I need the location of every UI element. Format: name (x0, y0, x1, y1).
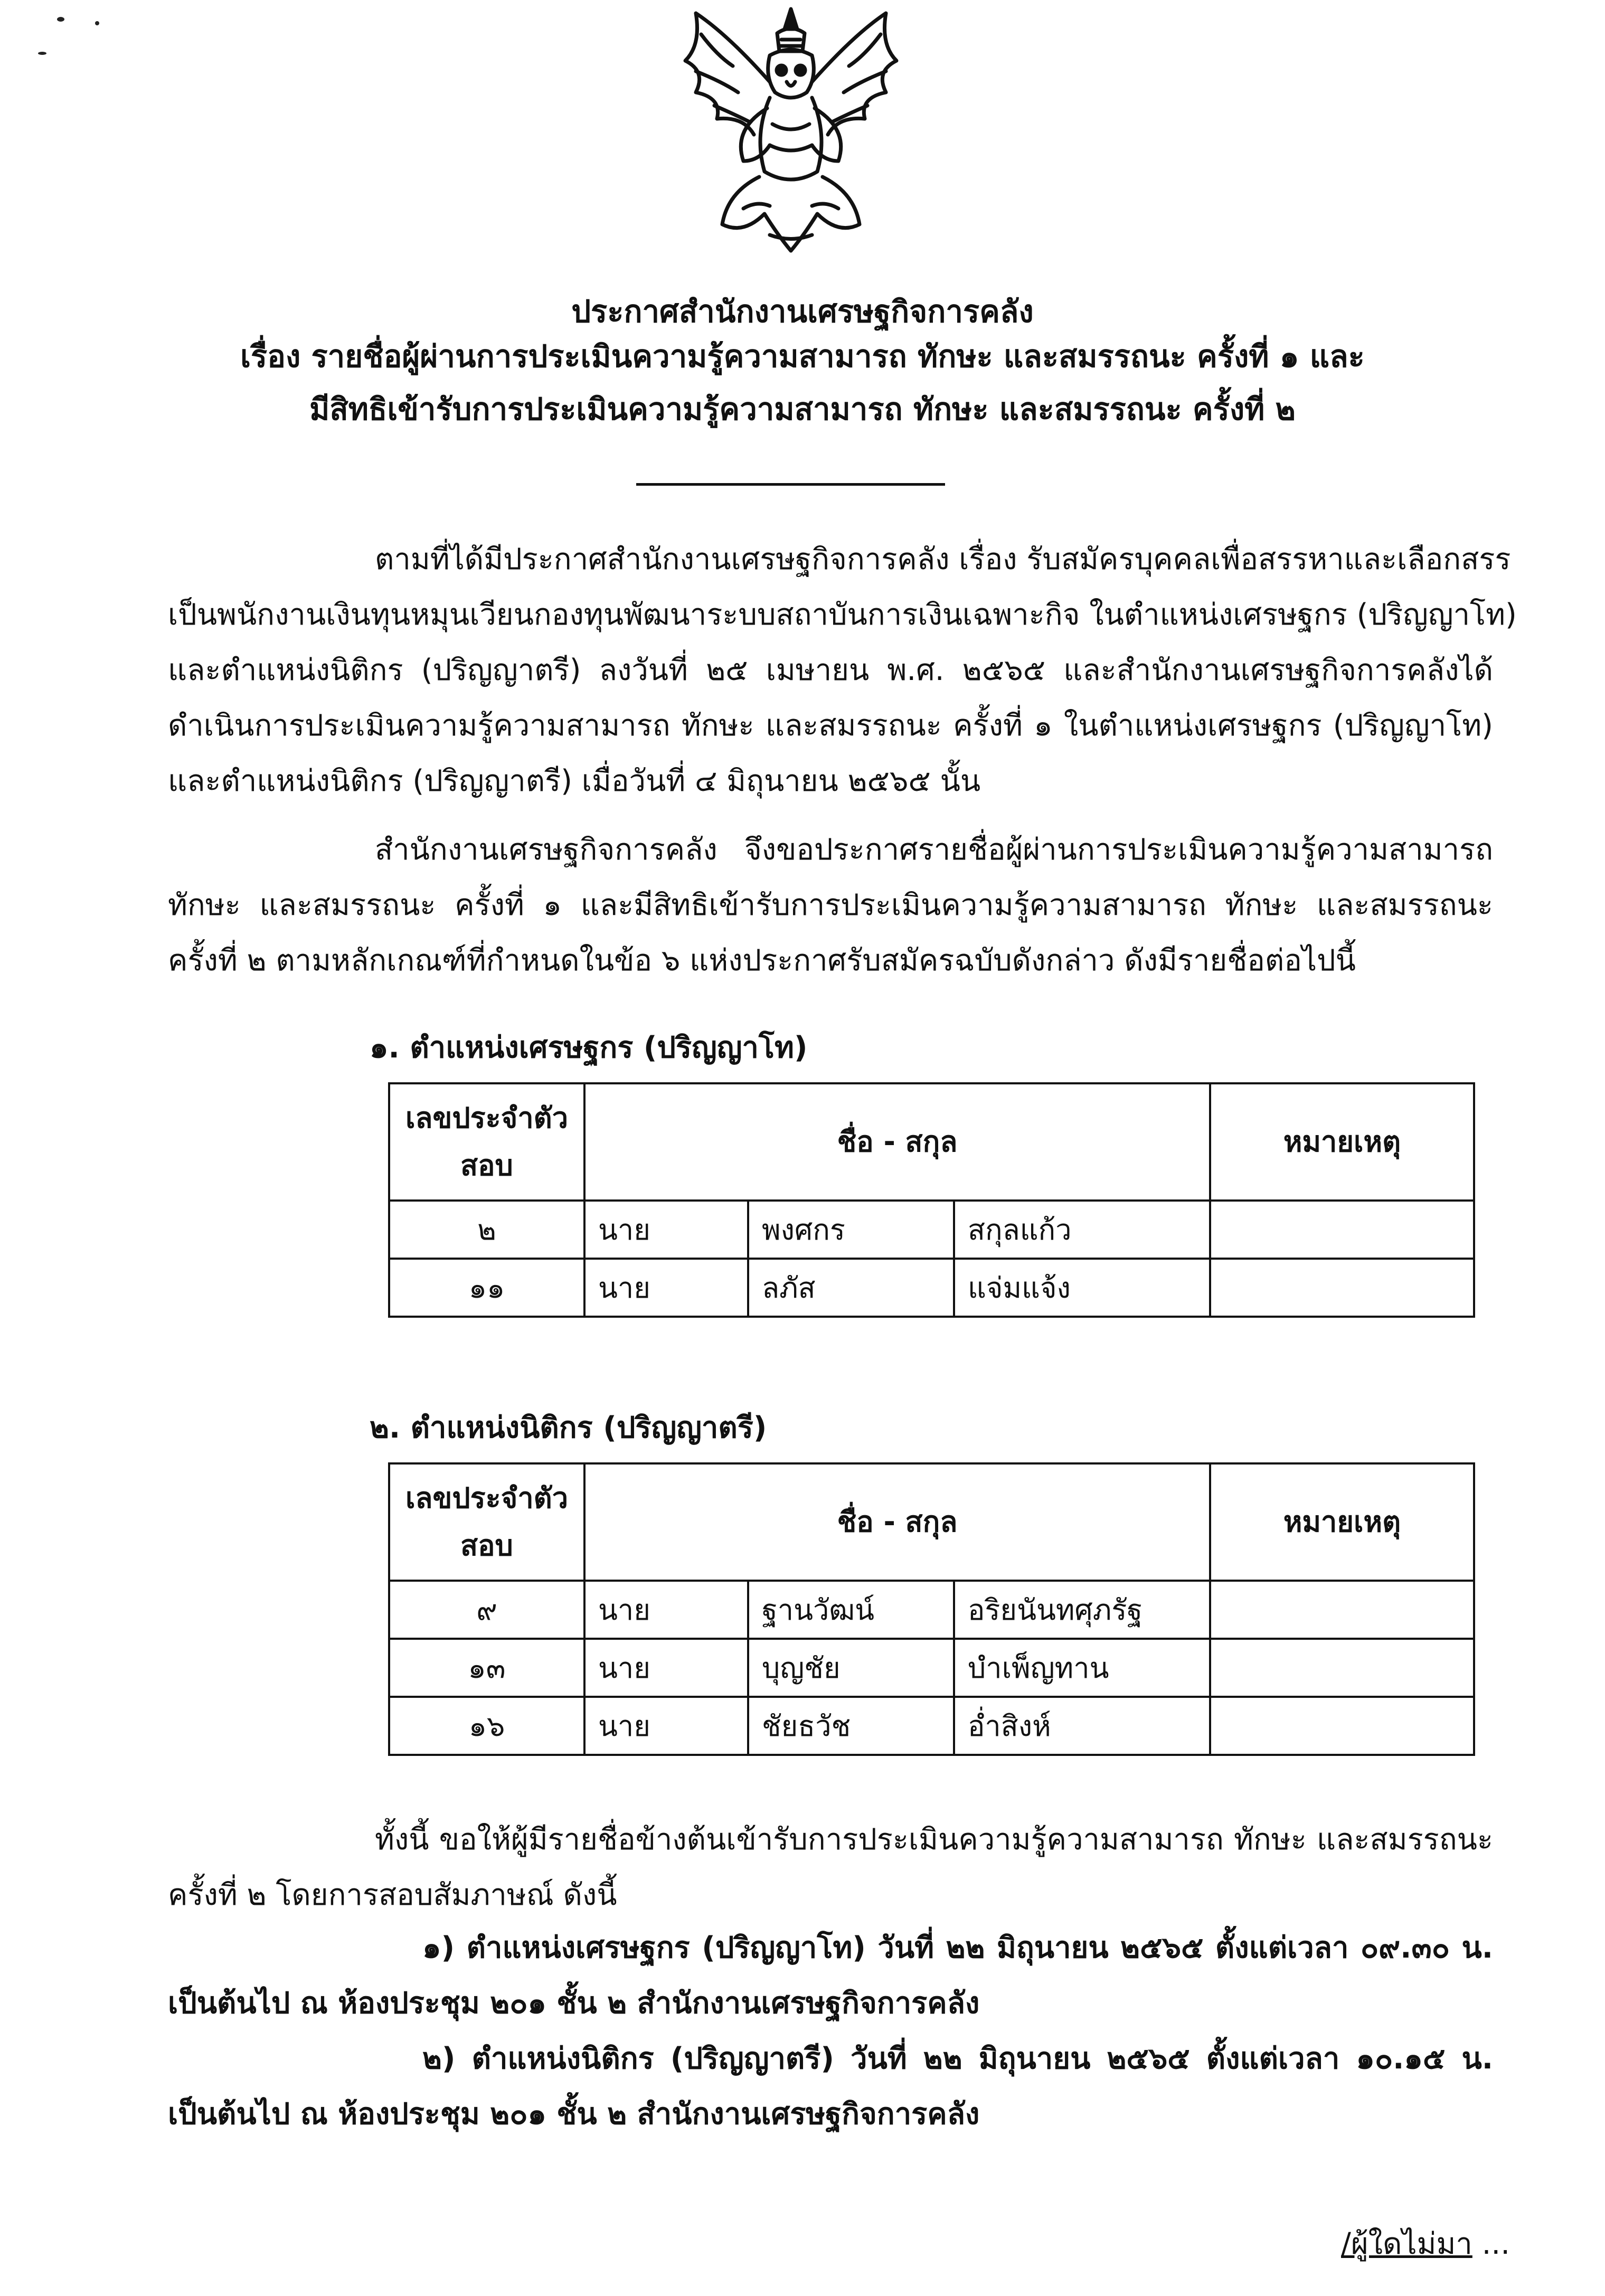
schedule-item-1-line2: เป็นต้นไป ณ ห้องประชุม ๒๐๑ ชั้น ๒ สำนักงานเศรษฐกิจการคลัง (168, 1986, 980, 2020)
schedule-item-1-line1: ๑) ตำแหน่งเศรษฐกร (ปริญญาโท) วันที่ ๒๒ มิถุนายน ๒๕๖๕ ตั้งแต่เวลา ๐๙.๓๐ น. (422, 1931, 1493, 1965)
section1-heading: ๑. ตำแหน่งเศรษฐกร (ปริญญาโท) (370, 1031, 808, 1065)
cell-first-name: ลภัส (748, 1259, 954, 1317)
scan-speck (95, 21, 99, 25)
cell-prefix: นาย (584, 1201, 748, 1259)
garuda-emblem-icon (664, 3, 918, 261)
cell-id: ๒ (389, 1201, 584, 1259)
paragraph2-line: สำนักงานเศรษฐกิจการคลัง จึงขอประกาศรายชื่อผู้ผ่านการประเมินความรู้ความสามารถ (375, 833, 1493, 867)
section2-heading: ๒. ตำแหน่งนิติกร (ปริญญาตรี) (370, 1411, 767, 1445)
table-row (389, 1201, 1474, 1259)
paragraph3-line: ทั้งนี้ ขอให้ผู้มีรายชื่อข้างต้นเข้ารับการประเมินความรู้ความสามารถ ทักษะ และสมรรถนะ (375, 1822, 1493, 1857)
cell-id: ๑๖ (389, 1697, 584, 1755)
cell-last-name: อริยนันทศุภรัฐ (954, 1581, 1210, 1639)
title-divider (636, 483, 945, 486)
header-id: เลขประจำตัว สอบ (389, 1463, 584, 1581)
header-name: ชื่อ - สกุล (584, 1463, 1210, 1581)
announcement-subject-line2: มีสิทธิเข้ารับการประเมินความรู้ความสามารถ ทักษะ และสมรรถนะ ครั้งที่ ๒ (309, 391, 1296, 427)
schedule-item-2-line2: เป็นต้นไป ณ ห้องประชุม ๒๐๑ ชั้น ๒ สำนักงานเศรษฐกิจการคลัง (168, 2097, 980, 2131)
continuation-ellipsis: ... (1472, 2227, 1510, 2261)
header-name: ชื่อ - สกุล (584, 1083, 1210, 1201)
paragraph1-line: เป็นพนักงานเงินทุนหมุนเวียนกองทุนพัฒนาระบบสถาบันการเงินเฉพาะกิจ ในตำแหน่งเศรษฐกร (ปริญญาโท) (168, 598, 1517, 632)
header-note: หมายเหตุ (1210, 1083, 1474, 1201)
cell-note (1210, 1201, 1474, 1259)
table-row (389, 1697, 1474, 1755)
cell-last-name: อ่ำสิงห์ (954, 1697, 1210, 1755)
cell-first-name: ชัยธวัช (748, 1697, 954, 1755)
paragraph3-line: ครั้งที่ ๒ โดยการสอบสัมภาษณ์ ดังนี้ (168, 1878, 617, 1912)
schedule-item-2-line1: ๒) ตำแหน่งนิติกร (ปริญญาตรี) วันที่ ๒๒ มิถุนายน ๒๕๖๕ ตั้งแต่เวลา ๑๐.๑๕ น. (422, 2042, 1493, 2076)
cell-id: ๑๓ (389, 1639, 584, 1697)
table-header-row (389, 1083, 1474, 1201)
table-row (389, 1639, 1474, 1697)
header-id: เลขประจำตัว สอบ (389, 1083, 584, 1201)
continuation-text: /ผู้ใดไม่มา (1341, 2227, 1472, 2261)
paragraph1-line: และตำแหน่งนิติกร (ปริญญาตรี) ลงวันที่ ๒๕ เมษายน พ.ศ. ๒๕๖๕ และสำนักงานเศรษฐกิจการคลังได้ (168, 653, 1493, 687)
cell-id: ๑๑ (389, 1259, 584, 1317)
cell-id: ๙ (389, 1581, 584, 1639)
cell-note (1210, 1581, 1474, 1639)
scan-speck (57, 17, 64, 22)
paragraph1-line: ตามที่ได้มีประกาศสำนักงานเศรษฐกิจการคลัง เรื่อง รับสมัครบุคคลเพื่อสรรหาและเลือกสรร (375, 542, 1511, 577)
paragraph1-line: ดำเนินการประเมินความรู้ความสามารถ ทักษะ และสมรรถนะ ครั้งที่ ๑ ในตำแหน่งเศรษฐกร (ปริญญาโท) (168, 708, 1493, 743)
cell-last-name: บำเพ็ญทาน (954, 1639, 1210, 1697)
paragraph1-line: และตำแหน่งนิติกร (ปริญญาตรี) เมื่อวันที่ ๔ มิถุนายน ๒๕๖๕ นั้น (168, 764, 981, 798)
cell-last-name: สกุลแก้ว (954, 1201, 1210, 1259)
table-row (389, 1581, 1474, 1639)
cell-first-name: ฐานวัฒน์ (748, 1581, 954, 1639)
cell-first-name: บุญชัย (748, 1639, 954, 1697)
section2-table (388, 1462, 1475, 1756)
section1-table (388, 1082, 1475, 1318)
cell-prefix: นาย (584, 1581, 748, 1639)
announcement-subject-line1: เรื่อง รายชื่อผู้ผ่านการประเมินความรู้ความสามารถ ทักษะ และสมรรถนะ ครั้งที่ ๑ และ (240, 338, 1365, 374)
cell-prefix: นาย (584, 1259, 748, 1317)
paragraph2-line: ทักษะ และสมรรถนะ ครั้งที่ ๑ และมีสิทธิเข้ารับการประเมินความรู้ความสามารถ ทักษะ และสมรรถนะ (168, 888, 1493, 922)
cell-first-name: พงศกร (748, 1201, 954, 1259)
cell-note (1210, 1697, 1474, 1755)
header-note: หมายเหตุ (1210, 1463, 1474, 1581)
cell-prefix: นาย (584, 1697, 748, 1755)
continuation-marker (1341, 2220, 1510, 2267)
announcement-title: ประกาศสำนักงานเศรษฐกิจการคลัง (571, 294, 1034, 329)
scan-speck (38, 52, 46, 55)
cell-last-name: แจ่มแจ้ง (954, 1259, 1210, 1317)
cell-prefix: นาย (584, 1639, 748, 1697)
table-header-row (389, 1463, 1474, 1581)
paragraph2-line: ครั้งที่ ๒ ตามหลักเกณฑ์ที่กำหนดในข้อ ๖ แห่งประกาศรับสมัครฉบับดังกล่าว ดังมีรายชื่อต่อไปนี้ (168, 943, 1356, 978)
cell-note (1210, 1639, 1474, 1697)
cell-note (1210, 1259, 1474, 1317)
table-row (389, 1259, 1474, 1317)
